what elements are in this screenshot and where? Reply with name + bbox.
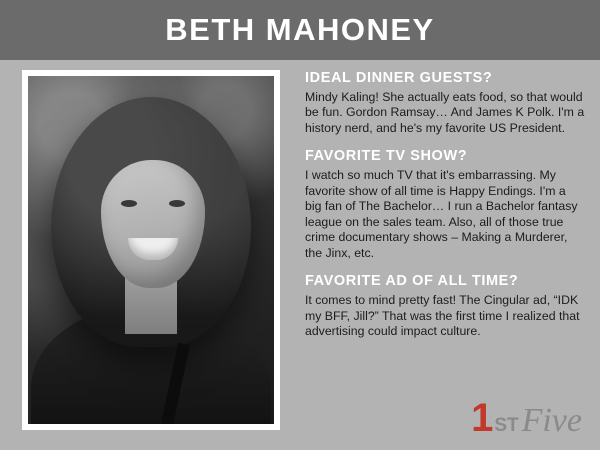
header-bar xyxy=(0,0,600,60)
qa-section-dinner-guests xyxy=(305,70,585,136)
logo-numeral: 1 xyxy=(471,396,494,440)
qa-section-tv-show xyxy=(305,148,585,261)
logo-wordmark: Five xyxy=(521,402,582,439)
portrait-photo xyxy=(28,76,274,424)
section-heading: IDEAL DINNER GUESTS? xyxy=(305,70,493,86)
section-body: Mindy Kaling! She actually eats food, so that would be fun. Gordon Ramsay… And James K Polk. I'm a history nerd, and he's my favorite US President. xyxy=(305,90,585,135)
section-body: I watch so much TV that it's embarrassing. My favorite show of all time is Happy Endings. I'm a big fan of The Bachelor… I run a Bachelor fantasy league on the sales team. Also, all of those true crime documentary shows – Making a Murderer, the Jinx, etc. xyxy=(305,168,578,260)
photo-eye-right xyxy=(169,200,185,207)
logo-ordinal-suffix: ST xyxy=(494,415,519,436)
section-heading: FAVORITE TV SHOW? xyxy=(305,148,468,165)
page-title: BETH MAHONEY xyxy=(165,12,435,47)
qa-content xyxy=(305,70,585,352)
section-body: It comes to mind pretty fast! The Cingular ad, “IDK my BFF, Jill?” That was the first time I realized that advertising could impact culture. xyxy=(305,293,580,339)
photo-eye-left xyxy=(121,200,137,207)
qa-section-favorite-ad xyxy=(305,273,585,339)
brand-logo xyxy=(471,398,582,438)
photo-smile xyxy=(128,238,178,260)
portrait-photo-frame xyxy=(22,70,280,430)
section-heading: FAVORITE AD OF ALL TIME? xyxy=(305,273,519,290)
